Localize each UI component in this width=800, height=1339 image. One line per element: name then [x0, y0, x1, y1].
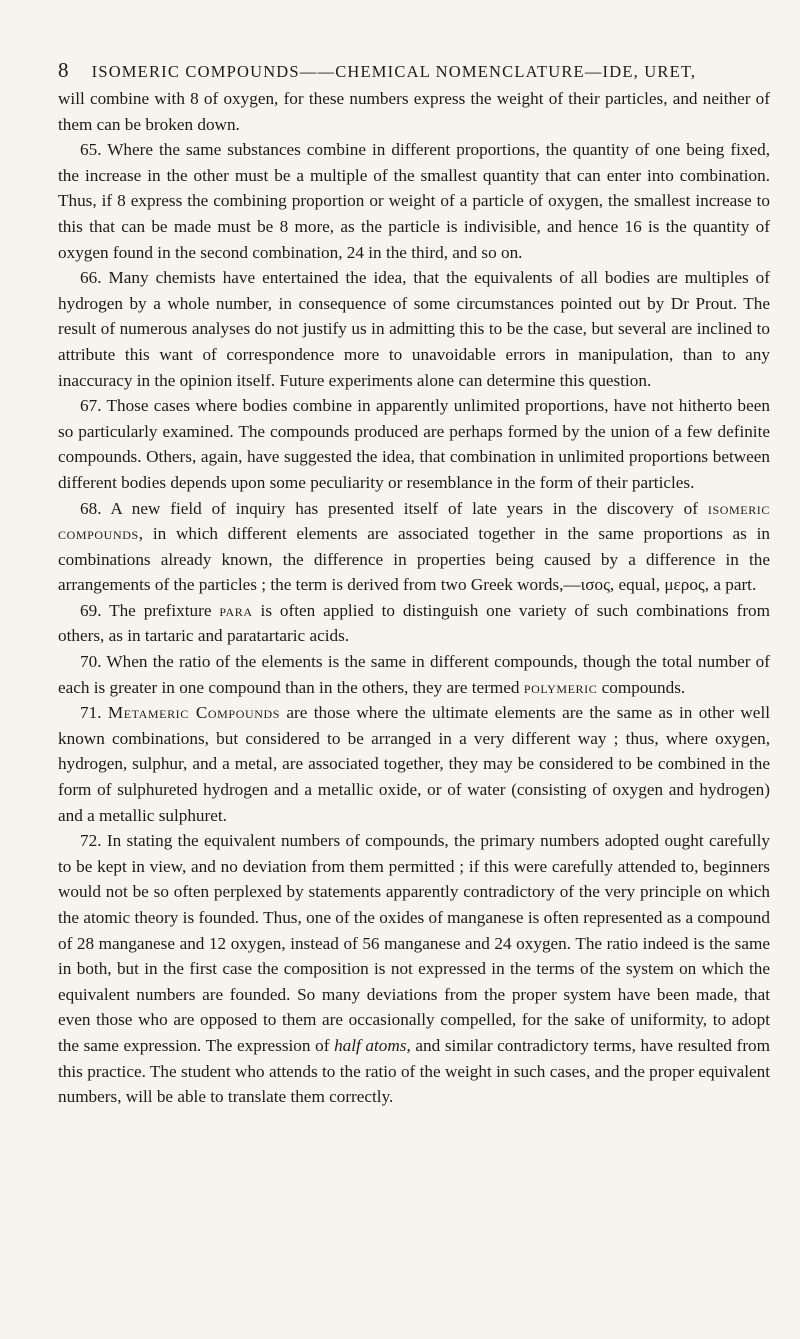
paragraph-text: compounds. [601, 677, 686, 697]
body-text [58, 86, 770, 1110]
paragraph-text: will combine with 8 of oxygen, for these numbers express the weight of their particles, and neither of them can be broken down. [58, 89, 770, 134]
paragraph-66 [58, 265, 770, 393]
paragraph-text: Many chemists have entertained the idea, that the equivalents of all bodies are multiples of hydrogen by a whole number, in consequence of some circumstances pointed out by Dr Prout. The result of numerous analyses do not justify us in admitting this to be the case, but several are inclined to attribute this want of correspondence more to unavoidable errors in manipulation, than to any inaccuracy in the opinion itself. Future experiments alone can determine this question. [58, 268, 770, 390]
paragraph-text: is often applied to distinguish one variety of such combinations from others, as in tartaric and paratartaric acids. [58, 600, 771, 646]
paragraph-text: In stating the equivalent numbers of compounds, the primary numbers adopted ought carefully to be kept in view, and no deviation from them permitted ; if this were carefully attended to, beginners would not be so often perplexed by statements apparently contradictory of the very principle on which the atomic theory is founded. Thus, one of the oxides of manganese is often represented as a compound of 28 manganese and 12 oxygen, instead of 56 manganese and 24 oxygen. The ratio indeed is the same in both, but in the first case the composition is not expressed in the terms of the system on which the equivalent numbers are founded. So many deviations from the proper system have been made, that even those who are opposed to them are occasionally compelled, for the sake of uniformity, to adopt the same expression. The expression of [58, 831, 771, 1055]
paragraph-text: , and similar contradictory terms, have resulted from this practice. The student who attends to the ratio of the weight in such cases, and the proper equivalent numbers, will be able to translate them correctly. [58, 1035, 771, 1107]
term-metameric: Metameric Compounds [107, 703, 281, 723]
paragraph-number: 65. [80, 140, 102, 160]
paragraph-number: 68. [80, 498, 102, 518]
term-isomeric: isomeric compounds [58, 498, 770, 544]
paragraph-number: 69. [80, 600, 102, 620]
term-half-atoms: half atoms [334, 1035, 407, 1055]
paragraph-71 [58, 700, 770, 828]
term-para: para [219, 600, 253, 620]
paragraph-text: Where the same substances combine in different proportions, the quantity of one being fixed, the increase in the other must be a multiple of the smallest quantity that can enter into combination. Thus, if 8 express the combining proportion or weight of a particle of oxygen, the smallest increase to this that can be made must be 8 more, as the particle is indivisible, and hence 16 is the quantity of oxygen found in the second combination, 24 in the third, and so on. [58, 140, 771, 262]
paragraph-number: 71. [80, 703, 102, 723]
paragraph-text: are those where the ultimate elements are the same as in other well known combinations, but considered to be arranged in a very different way ; thus, where oxygen, hydrogen, sulphur, and a metal, are associated together, they may be considered to be combined in the form of sulphureted hydrogen and a metallic oxide, or of water (consisting of oxygen and hydrogen) and a metallic sulphuret. [58, 703, 770, 825]
paragraph-text: A new field of inquiry has presented itself of late years in the discovery of [110, 498, 698, 518]
paragraph-69 [58, 598, 770, 649]
page-number: 8 [58, 58, 69, 82]
paragraph-number: 67. [80, 396, 102, 416]
paragraph-67 [58, 393, 770, 495]
paragraph-65 [58, 137, 770, 265]
running-header [58, 58, 758, 83]
paragraph-70 [58, 649, 770, 700]
paragraph-68 [58, 496, 770, 598]
paragraph-text: Those cases where bodies combine in apparently unlimited proportions, have not hitherto been so particularly examined. The compounds produced are perhaps formed by the union of a few definite compounds. Others, again, have suggested the idea, that combination in unlimited proportions between different bodies depends upon some peculiarity or resemblance in the form of their particles. [58, 396, 770, 492]
paragraph-72 [58, 828, 770, 1110]
running-title: ISOMERIC COMPOUNDS——CHEMICAL NOMENCLATURE—IDE, URET, [91, 62, 697, 81]
paragraph-number: 66. [80, 268, 102, 288]
paragraph-continuation [58, 86, 770, 137]
paragraph-text: The prefixture [109, 600, 212, 620]
paragraph-text: , in which different elements are associated together in the same proportions as in combinations already known, the difference in properties being caused by a difference in the arrangements of the particles ; the term is derived from two Greek words,—ισος, equal, μερος, a part. [58, 524, 770, 595]
paragraph-number: 70. [80, 652, 102, 672]
paragraph-text: When the ratio of the elements is the same in different compounds, though the total number of each is greater in one compound than in the others, they are termed [58, 652, 770, 697]
paragraph-number: 72. [80, 831, 102, 851]
term-polymeric: polymeric [523, 677, 598, 697]
